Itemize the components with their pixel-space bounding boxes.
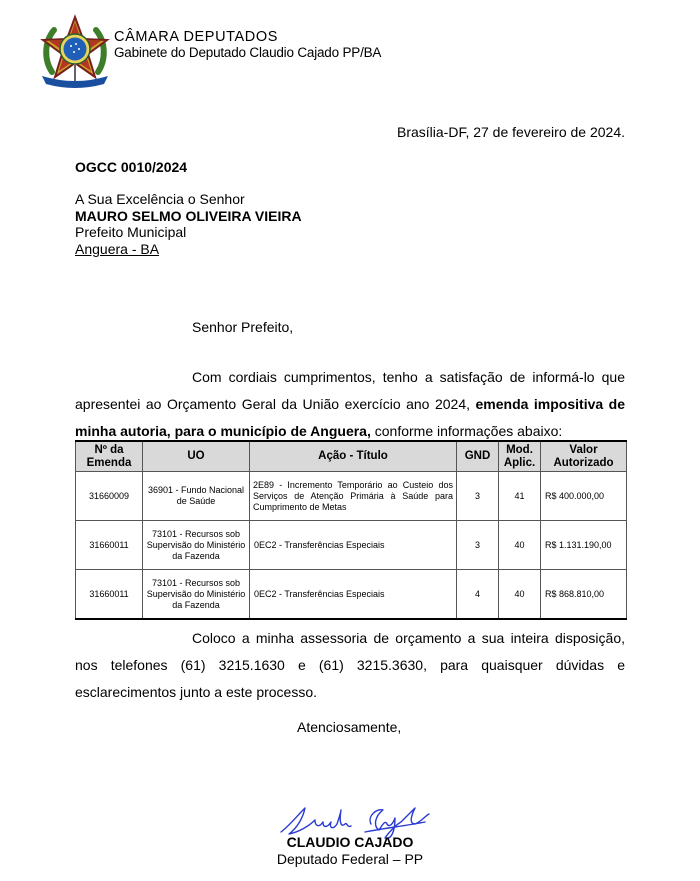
paragraph-1-text-b: conforme informações abaixo: xyxy=(370,423,563,439)
table-row xyxy=(76,472,627,521)
coat-of-arms-icon xyxy=(38,14,112,88)
paragraph-1-text-a: Com cordiais cumprimentos, tenho a satisfação de informá-lo que apresentei ao Orçamento Geral da União exercício ano 2024, xyxy=(75,369,625,412)
body-paragraph-1 xyxy=(75,364,625,445)
organization-subtitle: Gabinete do Deputado Claudio Cajado PP/BA xyxy=(114,45,382,60)
table-row xyxy=(76,570,627,620)
recipient-location: Anguera - BA xyxy=(75,240,160,257)
header-valor-autorizado: Valor Autorizado xyxy=(541,441,627,472)
cell-gnd: 3 xyxy=(457,521,499,570)
organization-title: CÂMARA DEPUTADOS xyxy=(114,29,279,45)
cell-mod-aplic: 40 xyxy=(499,521,541,570)
cell-gnd: 3 xyxy=(457,472,499,521)
cell-acao-titulo: 0EC2 - Transferências Especiais xyxy=(250,570,457,620)
cell-valor: R$ 1.131.190,00 xyxy=(541,521,627,570)
signer-name: CLAUDIO CAJADO xyxy=(286,834,414,850)
greeting: Senhor Prefeito, xyxy=(192,319,294,335)
cell-uo: 36901 - Fundo Nacional de Saúde xyxy=(143,472,250,521)
header-gnd: GND xyxy=(457,441,499,472)
body-paragraph-2: Coloco a minha assessoria de orçamento a sua inteira disposição, nos telefones (61) 3215.1630 e (61) 3215.3630, para quaisquer dúvidas e esclarecimentos junto a este processo. xyxy=(75,630,625,700)
cell-emenda: 31660009 xyxy=(76,472,143,521)
cell-emenda: 31660011 xyxy=(76,570,143,620)
cell-gnd: 4 xyxy=(457,570,499,620)
header-acao-titulo: Ação - Título xyxy=(250,441,457,472)
cell-valor: R$ 400.000,00 xyxy=(541,472,627,521)
cell-mod-aplic: 41 xyxy=(499,472,541,521)
cell-acao-titulo: 0EC2 - Transferências Especiais xyxy=(250,521,457,570)
recipient-block xyxy=(75,191,302,257)
cell-mod-aplic: 40 xyxy=(499,570,541,620)
reference-number: OGCC 0010/2024 xyxy=(75,159,188,175)
cell-emenda: 31660011 xyxy=(76,521,143,570)
table-row xyxy=(76,521,627,570)
table-header-row xyxy=(76,441,627,472)
cell-uo: 73101 - Recursos sob Supervisão do Ministério da Fazenda xyxy=(143,521,250,570)
header-mod-aplic: Mod. Aplic. xyxy=(499,441,541,472)
cell-valor: R$ 868.810,00 xyxy=(541,570,627,620)
recipient-salutation: A Sua Excelência o Senhor xyxy=(75,191,245,207)
cell-acao-titulo: 2E89 - Incremento Temporário ao Custeio dos Serviços de Atenção Primária à Saúde para Cumprimento de Metas xyxy=(250,472,457,521)
amendments-table xyxy=(75,440,627,620)
signer-role: Deputado Federal – PP xyxy=(276,851,424,867)
header-uo: UO xyxy=(143,441,250,472)
header-emenda: Nº da Emenda xyxy=(76,441,143,472)
date-line: Brasília-DF, 27 de fevereiro de 2024. xyxy=(396,124,625,140)
recipient-name: MAURO SELMO OLIVEIRA VIEIRA xyxy=(75,207,302,224)
paragraph-1-emphasis: emenda impositiva de minha autoria, para o município de Anguera, xyxy=(75,396,625,439)
cell-uo: 73101 - Recursos sob Supervisão do Ministério da Fazenda xyxy=(143,570,250,620)
closing: Atenciosamente, xyxy=(297,719,402,735)
recipient-title: Prefeito Municipal xyxy=(75,224,187,240)
